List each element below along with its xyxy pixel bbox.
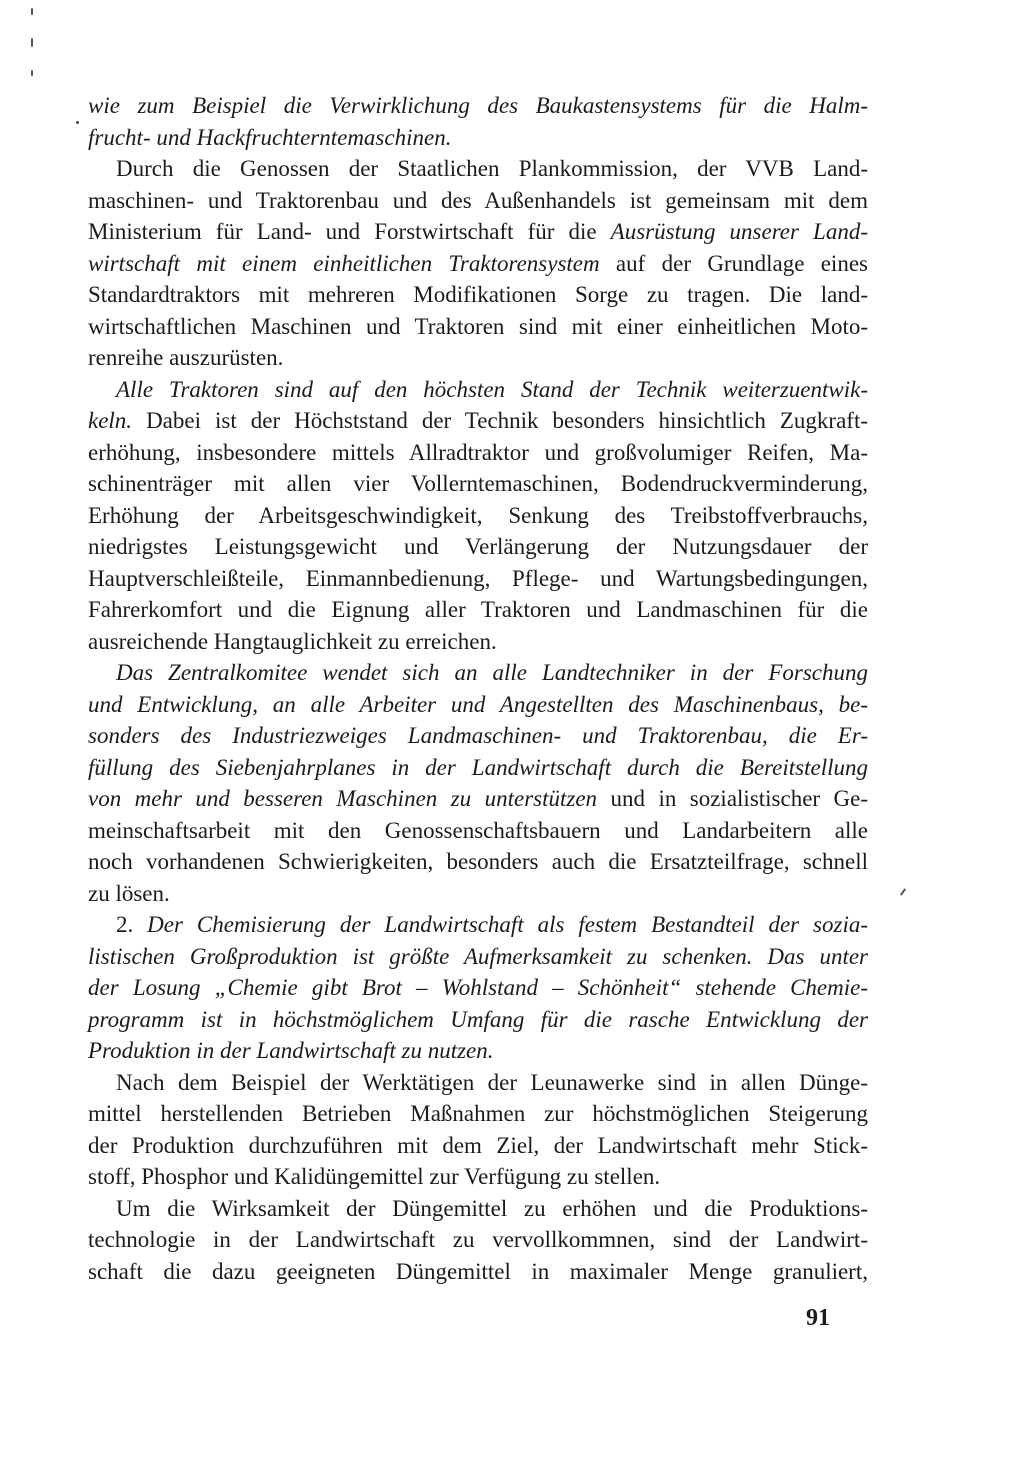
text-segment: erhöhung, insbesondere mittels Allradtraktor und großvolumiger Reifen, Ma- (88, 439, 868, 465)
text-line (88, 122, 868, 154)
italic-text-segment: Produktion in der Landwirtschaft zu nutzen. (88, 1038, 494, 1063)
text-line (88, 1256, 868, 1288)
text-line (88, 1161, 868, 1193)
text-segment: Standardtraktors mit mehreren Modifikationen Sorge zu tragen. Die land- (88, 282, 868, 307)
text-segment: technologie in der Landwirtschaft zu vervollkommnen, sind der Landwirt- (88, 1227, 868, 1252)
text-line (88, 1098, 868, 1130)
text-segment: Nach dem Beispiel der Werktätigen der Leunawerke sind in allen Dünge- (116, 1069, 868, 1095)
italic-text-segment: wirtschaft mit einem einheitlichen Traktorensystem (88, 250, 600, 276)
text-segment: Durch die Genossen der Staatlichen Plankommission, der VVB Land- (116, 156, 868, 181)
scan-mark (31, 70, 33, 76)
text-line (88, 1035, 868, 1067)
text-line (88, 437, 868, 469)
text-segment: renreihe auszurüsten. (88, 345, 284, 370)
text-segment: niedrigstes Leistungsgewicht und Verlängerung der Nutzungsdauer der (88, 534, 868, 559)
text-line (88, 342, 868, 374)
text-line (88, 1004, 868, 1036)
italic-text-segment: füllung des Siebenjahrplanes in der Landwirtschaft durch die Bereitstellung (88, 754, 868, 780)
text-line (88, 720, 868, 752)
text-line (88, 468, 868, 500)
text-line (88, 972, 868, 1004)
text-segment: schaft die dazu geeigneten Düngemittel in maximaler Menge granuliert, (88, 1258, 868, 1284)
text-line (88, 815, 868, 847)
text-segment: wirtschaftlichen Maschinen und Traktoren sind mit einer einheitlichen Moto- (88, 313, 868, 339)
italic-text-segment: wie zum Beispiel die Verwirklichung des Baukastensystems für die Halm- (88, 93, 868, 118)
text-line (88, 311, 868, 343)
text-line (88, 279, 868, 311)
text-segment: noch vorhandenen Schwierigkeiten, besonders auch die Ersatzteilfrage, schnell (88, 849, 868, 874)
text-line (88, 783, 868, 815)
text-segment: stoff, Phosphor und Kalidüngemittel zur Verfügung zu stellen. (88, 1164, 661, 1189)
text-segment: der Produktion durchzuführen mit dem Ziel, der Landwirtschaft mehr Stick- (88, 1132, 868, 1158)
text-line (88, 626, 868, 658)
italic-text-segment: keln. (88, 408, 133, 433)
text-segment: 2. (116, 912, 148, 937)
italic-text-segment: sonders des Industriezweiges Landmaschinen- und Traktorenbau, die Er- (88, 723, 868, 748)
text-line (88, 374, 868, 406)
text-line (88, 153, 868, 185)
scan-mark (31, 8, 33, 15)
text-segment: zu lösen. (88, 880, 170, 906)
text-line (88, 216, 868, 248)
italic-text-segment: Ausrüstung unserer Land- (610, 219, 868, 244)
text-segment: Erhöhung der Arbeitsgeschwindigkeit, Senkung des Treibstoffverbrauchs, (88, 502, 868, 528)
text-line (88, 846, 868, 878)
italic-text-segment: Der Chemisierung der Landwirtschaft als festem Bestandteil der sozia- (147, 912, 868, 937)
text-segment: meinschaftsarbeit mit den Genossenschaftsbauern und Landarbeitern alle (88, 817, 868, 843)
text-segment: maschinen- und Traktorenbau und des Außenhandels ist gemeinsam mit dem (88, 187, 868, 213)
italic-text-segment: listischen Großproduktion ist größte Aufmerksamkeit zu schenken. Das unter (88, 943, 868, 969)
text-line (88, 405, 868, 437)
text-line (88, 185, 868, 217)
text-segment: Um die Wirksamkeit der Düngemittel zu erhöhen und die Produktions- (116, 1195, 868, 1221)
italic-text-segment: der Losung „Chemie gibt Brot – Wohlstand – Schönheit“ stehende Chemie- (88, 975, 868, 1000)
text-line (88, 657, 868, 689)
scan-mark (76, 121, 79, 124)
text-segment: schinenträger mit allen vier Vollerntemaschinen, Bodendruckverminderung, (88, 471, 868, 496)
italic-text-segment: programm ist in höchstmöglichem Umfang für die rasche Entwicklung der (88, 1006, 868, 1032)
text-line (88, 1193, 868, 1225)
text-line (88, 689, 868, 721)
text-line (88, 563, 868, 595)
scan-mark (31, 38, 33, 47)
italic-text-segment: von mehr und besseren Maschinen zu unterstützen (88, 786, 598, 811)
text-line (88, 531, 868, 563)
italic-text-segment: Alle Traktoren sind auf den höchsten Stand der Technik weiterzuentwik- (116, 376, 868, 402)
text-segment: Dabei ist der Höchststand der Technik besonders hinsichtlich Zugkraft- (132, 408, 868, 433)
text-line (88, 1224, 868, 1256)
italic-text-segment: und Entwicklung, an alle Arbeiter und Angestellten des Maschinenbaus, be- (88, 691, 868, 717)
text-segment: mittel herstellenden Betrieben Maßnahmen zur höchstmöglichen Steigerung (88, 1101, 868, 1126)
text-segment: auf der Grundlage eines (599, 250, 868, 276)
scan-mark (900, 888, 906, 896)
text-line (88, 500, 868, 532)
text-line (88, 594, 868, 626)
text-line (88, 752, 868, 784)
text-segment: Fahrerkomfort und die Eignung aller Traktoren und Landmaschinen für die (88, 597, 868, 622)
text-segment: ausreichende Hangtauglichkeit zu erreichen. (88, 628, 497, 654)
text-segment: Hauptverschleißteile, Einmannbedienung, Pflege- und Wartungsbedingungen, (88, 565, 868, 591)
text-line (88, 1067, 868, 1099)
text-line (88, 90, 868, 122)
text-line (88, 909, 868, 941)
body-text (88, 90, 868, 1287)
italic-text-segment: frucht- und Hackfruchterntemaschinen. (88, 124, 452, 150)
text-segment: und in sozialistischer Ge- (597, 786, 868, 811)
text-line (88, 941, 868, 973)
text-line (88, 1130, 868, 1162)
text-segment: Ministerium für Land- und Forstwirtschaft für die (88, 219, 611, 244)
text-line (88, 878, 868, 910)
italic-text-segment: Das Zentralkomitee wendet sich an alle Landtechniker in der Forschung (116, 660, 868, 685)
page-number: 91 (806, 1305, 830, 1331)
text-line (88, 248, 868, 280)
